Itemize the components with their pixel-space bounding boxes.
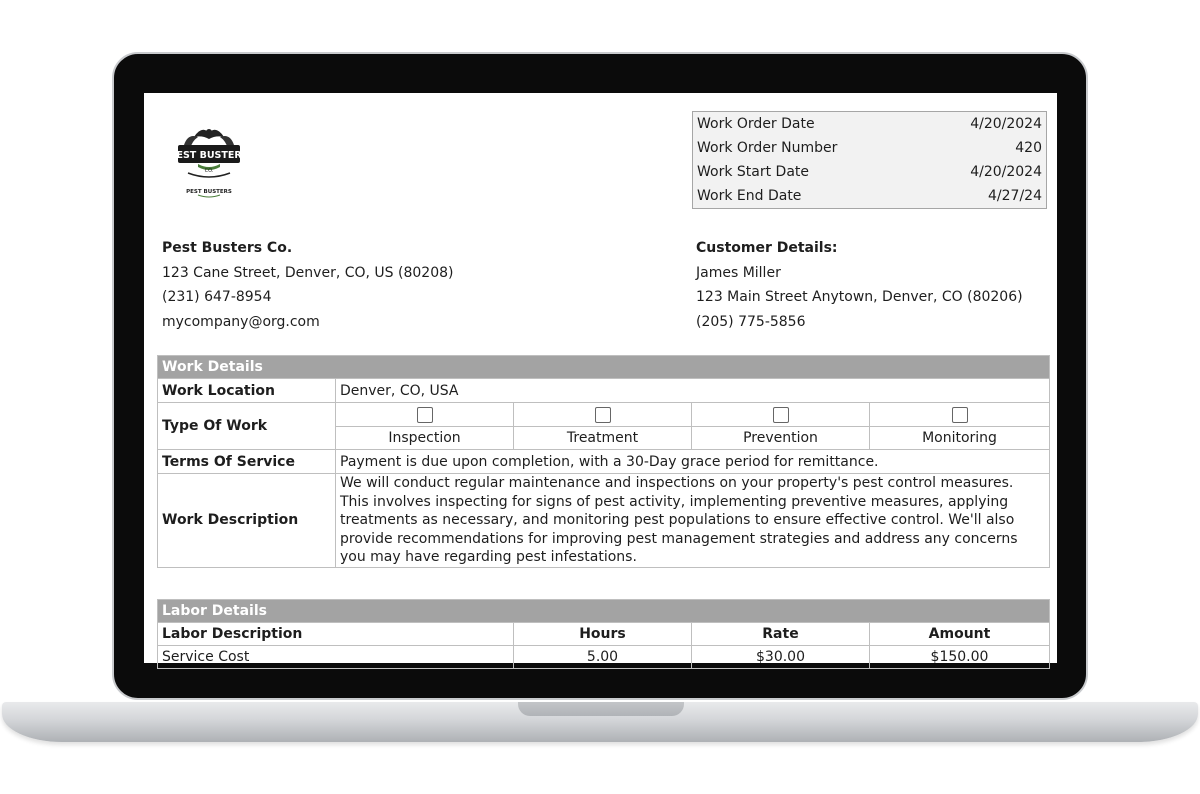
logo-small-text: PEST BUSTERS [186, 189, 232, 195]
work-location-value: Denver, CO, USA [336, 379, 1050, 403]
work-description-value: We will conduct regular maintenance and inspections on your property's pest control measures. This involves inspecting for signs of pest activity, implementing preventive measures, applying treatments as necessary, and monitoring pest populations to ensure effective control. We'll also provide recommendations for improving pest management strategies and address any concerns you may have regarding pest infestations. [336, 474, 1050, 568]
treatment-checkbox-cell [514, 403, 692, 427]
work-details-table [157, 355, 1050, 568]
company-name: Pest Busters Co. [162, 240, 293, 256]
company-logo [169, 123, 249, 201]
amount-cell: $150.00 [870, 646, 1050, 669]
labor-details-title: Labor Details [158, 600, 1050, 623]
work-description-row [158, 474, 1050, 568]
laptop-screen [144, 93, 1057, 663]
logo-name-text: PEST BUSTERS [169, 150, 249, 161]
terms-of-service-value: Payment is due upon completion, with a 30-Day grace period for remittance. [336, 450, 1050, 474]
meta-row-start-date [693, 160, 1047, 184]
work-order-meta-table [692, 111, 1047, 209]
meta-value: 4/20/2024 [970, 116, 1042, 132]
customer-heading: Customer Details: [696, 240, 838, 256]
company-email: mycompany@org.com [162, 313, 320, 330]
table-row [158, 646, 1050, 669]
amount-header: Amount [870, 623, 1050, 646]
monitoring-checkbox-cell [870, 403, 1050, 427]
meta-row-order-number [693, 136, 1047, 160]
company-phone: (231) 647-8954 [162, 289, 272, 305]
company-address: 123 Cane Street, Denver, CO, US (80208) [162, 264, 454, 281]
inspection-checkbox[interactable] [417, 407, 433, 423]
customer-details [696, 236, 1023, 334]
meta-label: Work End Date [697, 188, 802, 204]
work-location-label: Work Location [158, 379, 336, 403]
monitoring-label: Monitoring [870, 427, 1050, 450]
hours-header: Hours [514, 623, 692, 646]
hours-cell: 5.00 [514, 646, 692, 669]
meta-value: 4/20/2024 [970, 164, 1042, 180]
prevention-checkbox-cell [692, 403, 870, 427]
rate-cell: $30.00 [692, 646, 870, 669]
customer-address: 123 Main Street Anytown, Denver, CO (80206) [696, 289, 1023, 305]
labor-details-header [158, 600, 1050, 623]
treatment-label: Treatment [514, 427, 692, 450]
logo-tagline: CO. [204, 168, 214, 174]
terms-of-service-label: Terms Of Service [158, 450, 336, 474]
labor-column-headers [158, 623, 1050, 646]
work-details-title: Work Details [158, 356, 1050, 379]
labor-description-header: Labor Description [158, 623, 514, 646]
customer-name: James Miller [696, 264, 781, 281]
laptop-notch [518, 702, 684, 716]
monitoring-checkbox[interactable] [952, 407, 968, 423]
work-description-label: Work Description [158, 474, 336, 568]
pest-busters-logo-icon [169, 123, 249, 201]
inspection-label: Inspection [336, 427, 514, 450]
meta-row-end-date [693, 184, 1047, 209]
meta-row-order-date [693, 112, 1047, 137]
prevention-checkbox[interactable] [773, 407, 789, 423]
type-of-work-checkbox-row [158, 403, 1050, 427]
company-details [162, 236, 453, 334]
terms-of-service-row [158, 450, 1050, 474]
work-location-row [158, 379, 1050, 403]
work-details-header [158, 356, 1050, 379]
labor-description-cell: Service Cost [158, 646, 514, 669]
customer-phone: (205) 775-5856 [696, 313, 806, 330]
meta-value: 4/27/24 [988, 188, 1042, 204]
prevention-label: Prevention [692, 427, 870, 450]
meta-label: Work Order Date [697, 116, 815, 132]
type-of-work-label: Type Of Work [158, 403, 336, 450]
rate-header: Rate [692, 623, 870, 646]
meta-label: Work Order Number [697, 140, 838, 156]
meta-label: Work Start Date [697, 164, 810, 180]
labor-details-table [157, 599, 1050, 669]
treatment-checkbox[interactable] [595, 407, 611, 423]
meta-value: 420 [1015, 140, 1042, 156]
inspection-checkbox-cell [336, 403, 514, 427]
